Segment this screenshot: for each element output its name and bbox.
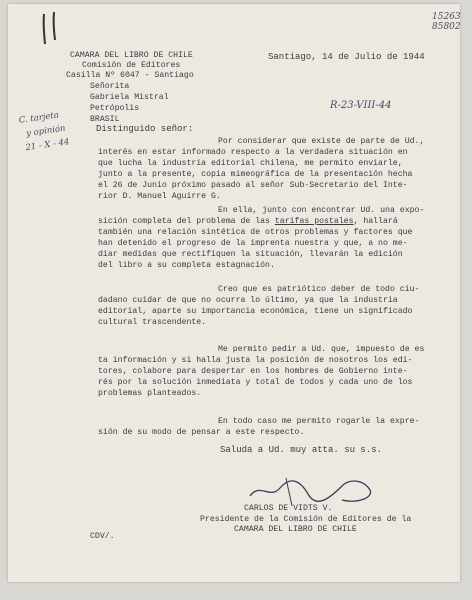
signature-org: CAMARA DEL LIBRO DE CHILE xyxy=(234,525,357,534)
paragraph-2-line: del libro a su completa estagnación. xyxy=(98,261,275,270)
paragraph-3-line: editorial, aparte su importancia económica, tiene un significado xyxy=(98,307,413,316)
paragraph-3-line: cultural trascendente. xyxy=(98,318,207,327)
paragraph-4-line: Me permito pedir a Ud. que, impuesto de es xyxy=(218,345,425,354)
sender-name: CAMARA DEL LIBRO DE CHILE xyxy=(70,51,193,60)
paragraph-1-line: rior D. Manuel Aguirre G. xyxy=(98,192,221,201)
paragraph-2-text: , hallará xyxy=(353,217,398,226)
initials: CDV/. xyxy=(90,532,115,541)
handwritten-annotation-left: C. tarjeta y opinión 21 - X - 44 xyxy=(18,110,71,154)
signature-role: Presidente de la Comisión de Editores de la xyxy=(200,515,412,524)
closing: Saluda a Ud. muy atta. su s.s. xyxy=(220,445,383,455)
letter-date: Santiago, 14 de Julio de 1944 xyxy=(268,52,425,62)
recipient-city: Petrópolis xyxy=(90,104,140,113)
handwritten-annotation-right: R-23-VIII-44 xyxy=(330,100,392,111)
paragraph-2-line: también una relación sintética de otros problemas y factores que xyxy=(98,228,413,237)
archive-number: 15263 85802 xyxy=(432,12,461,32)
recipient-country: BRASIL xyxy=(90,115,120,124)
paragraph-2-text: sición completa del problema de las xyxy=(98,217,275,226)
sender-address: Casilla Nº 6047 - Santiago xyxy=(66,71,194,80)
paragraph-4-line: ta información y si halla justa la posición de nosotros los edi- xyxy=(98,356,413,365)
paragraph-5-line: En todo caso me permito rogarle la expre- xyxy=(218,417,420,426)
paragraph-4-line: rés por la solución inmediata y total de todos y cada uno de los xyxy=(98,378,413,387)
paragraph-2-line xyxy=(98,216,464,227)
paragraph-1-line: que lucha la industria editorial chilena, me permito enviarle, xyxy=(98,159,403,168)
recipient-title: Señorita xyxy=(90,82,130,91)
margin-marks-icon xyxy=(38,10,74,50)
letter-page xyxy=(8,4,460,582)
paragraph-1-line: junto a la presente, copia mimeográfica de la presentación hecha xyxy=(98,170,413,179)
salutation: Distinguido señor: xyxy=(96,124,194,134)
paragraph-4-line: tores, colabore para despertar en los hombres de Gobierno inte- xyxy=(98,367,408,376)
paragraph-3-line: dadano cuidar de que no ocurra lo último, ya que la industria xyxy=(98,296,398,305)
paragraph-3-line: Creo que es patriótico deber de todo ciu- xyxy=(218,285,420,294)
paragraph-2 xyxy=(98,205,464,271)
paragraph-1-line: el 26 de Junio próximo pasado al señor Sub-Secretario del Inte- xyxy=(98,181,408,190)
paragraph-5 xyxy=(98,416,464,438)
tarifas-postales-underlined: tarifas postales xyxy=(274,217,354,226)
paragraph-4 xyxy=(98,344,464,399)
paragraph-1-line: Por considerar que existe de parte de Ud., xyxy=(218,137,425,146)
paragraph-3 xyxy=(98,284,464,328)
recipient-name: Gabriela Mistral xyxy=(90,93,169,102)
paragraph-2-line: En ella, junto con encontrar Ud. una expo- xyxy=(218,206,425,215)
sender-department: Comisión de Editores xyxy=(82,61,181,70)
paragraph-5-line: sión de su modo de pensar a este respecto. xyxy=(98,428,305,437)
paragraph-2-line: han detenido el progreso de la imprenta nuestra y que, a no me- xyxy=(98,239,408,248)
paragraph-1-line: interés en estar informado respecto a la verdadera situación en xyxy=(98,148,408,157)
paragraph-2-line: diar medidas que rectifiquen la situación, llevarán la edición xyxy=(98,250,403,259)
paragraph-4-line: problemas planteados. xyxy=(98,389,202,398)
paragraph-1 xyxy=(98,136,464,202)
signature-name: CARLOS DE VIDTS V. xyxy=(244,504,333,513)
